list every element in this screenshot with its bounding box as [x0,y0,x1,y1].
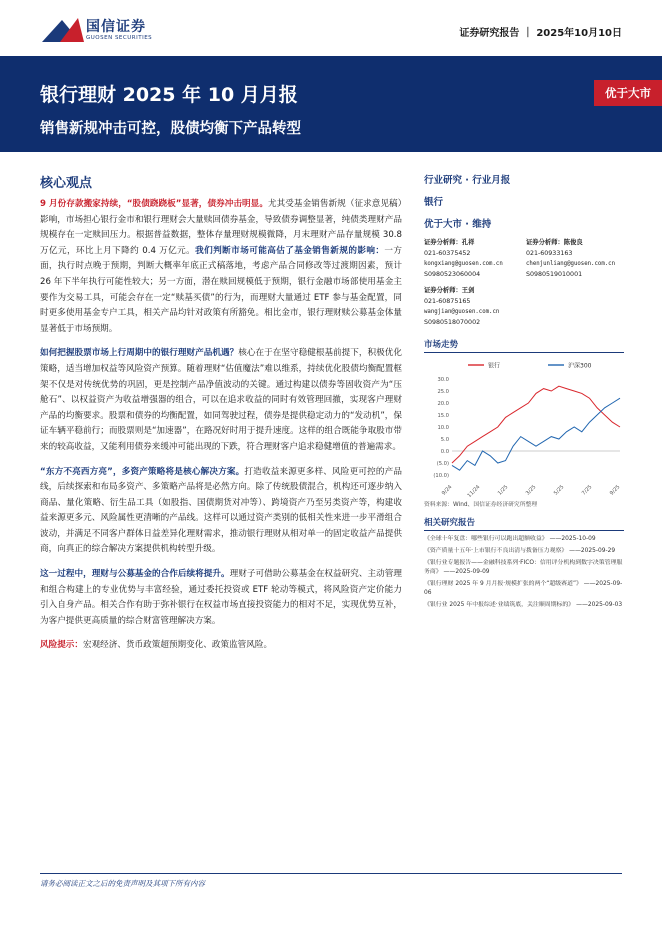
y-tick-label: 15.0 [437,413,449,419]
rating-badge: 优于大市 [594,80,662,106]
paragraph-emphasis: 我们判断市场可能高估了基金销售新规的影响： [195,245,385,256]
analyst-role: 证券分析师： [424,239,462,246]
related-list [424,535,624,610]
y-tick-label: 5.0 [440,437,449,443]
main-content [40,172,402,663]
analyst-name: 陈俊良 [563,239,583,246]
page-header [0,0,662,52]
analyst-cert: S0980518070002 [424,318,481,326]
analyst-list [424,238,624,334]
risk-text: 宏观经济、货币政策超预期变化、政策监管风险。 [82,640,273,651]
x-tick-label: 7/25 [580,484,594,497]
legend-label: 银行 [488,362,501,370]
analyst-cert: S0980523060004 [424,270,481,278]
report-subtitle: 销售新规冲击可控，股债均衡下产品转型 [40,121,301,137]
paragraph-4 [40,567,402,629]
analyst-phone: 021-60933163 [526,249,573,257]
analyst-email[interactable]: chenjunliang@guosen.com.cn [526,261,616,267]
related-report[interactable]: 《银行理财 2025 年 9 月月报·规模扩张的两个“超级赛道”》 ——2025-09-06 [424,581,623,596]
paragraph-lead: 9 月份存款搬家持续，“股债跷跷板”显著，债券冲击明显。 [40,199,268,209]
paragraph-lead: 如何把握股票市场上行周期中的银行理财产品机遇？ [40,348,239,359]
analyst-phone: 021-60375452 [424,249,471,257]
x-tick-label: 5/25 [552,484,566,497]
x-tick-label: 1/25 [496,484,510,497]
paragraph-lead: “东方不亮西方亮”，多资产策略将是核心解决方案。 [40,466,245,477]
related-report[interactable]: 《银行业 2025 年中报综述·业绩筑底，关注顺周期标的》 ——2025-09-03 [424,602,623,608]
paragraph-body: 核心在于在坚守稳健根基前提下，积极优化策略，适当增加权益等风险资产预算。随着理财“估值魔法”难以维系，持续优化股债均衡配置框架不仅是对传统优势的巩固，更是控制产品净值波动的关键。通过构建以债券等固收资产为“压舱石”、以权益资产为收益增强器的组合，可以在追求收益的同时有效管理回撤，实现客户理财产品的均衡要求。股票和债券的均衡配置，如同驾驶过程，债券是提供稳定动力的“发动机”，保证车辆平稳前行；而股票则是“加速器”，在路况好时用于提升速度。这样的组合既能争取股市带来的较高收益，又能利用债券来缓冲可能出现的下跌，符合理财客户追求稳健增值的普遍需求。 [40,348,402,452]
analyst-card [424,238,522,280]
sidebar [424,172,624,613]
market-trend-chart [424,357,624,497]
paragraph-body: 理财子可借助公募基金在权益研究、主动管理和组合构建上的专业优势与丰富经验，通过委托投资或 ETF 轮动等模式，将风险资产定价能力引入自身产品。相关合作有助于弥补银行在权益市场直接投资能力的相对不足，实现优势互补，为客户提供更高质量的综合财富管理解决方案。 [40,569,402,626]
analyst-role: 证券分析师： [424,287,462,294]
report-title: 银行理财 2025 年 10 月月报 [40,84,298,106]
paragraph-1 [40,197,402,337]
related-report[interactable]: 《银行业专题报告——金融科技系列·FICO：信用评分机构到数字决策管理服务商》 ——2025-09-09 [424,560,623,575]
y-tick-label: 0.0 [440,449,449,455]
y-tick-label: 25.0 [437,389,449,395]
y-tick-label: 30.0 [437,377,449,383]
analyst-role: 证券分析师： [526,239,564,246]
paragraph-body: 一方面，执行时点晚于预期，判断大概率年底正式稿落地，考虑产品合同修改等过渡期因素，预计 26 年下半年执行可能性较大；另一方面，潜在赎回规模低于预期，银行金融市场部使用基金主要作为交易工具，可能会存在一定“赎基买债”的行为，而理财大量通过 ETF 参与基金配置，同时更多使用基金专户工具，相关产品均针对政策有所豁免。相比金市，银行理财赎公募基金体量显著低于市场预期。 [40,245,402,334]
analyst-cert: S0980519010001 [526,270,583,278]
sector-label: 银行 [424,197,444,208]
paragraph-body: 打造收益来源更多样、风险更可控的产品线，后续探索和布局多资产、多策略产品将是必然方向。除了传统股债混合，机构还可逐步纳入商品、量化策略、衍生品工具（如股指、国债期货对冲等）、跨境资产乃至另类资产等，构建收益来源更多元、风险属性更清晰的产品线。这样可以通过资产类别的低相关性来进一步平滑组合波动，并满足不同客户群体日益差异化理财需求，推动银行理财从相对单一的固定收益产品提供商，向真正的综合解决方案提供机构转型升级。 [40,466,402,555]
chart-source: 资料来源：Wind、国信证券经济研究所整理 [424,502,538,508]
analyst-name: 王剑 [461,287,475,294]
analyst-email[interactable]: kongxiang@guosen.com.cn [424,261,503,267]
analyst-name: 孔祥 [461,239,475,246]
analyst-phone: 021-60875165 [424,297,471,305]
x-tick-label: 9/25 [608,484,622,497]
risk-warning [40,638,402,654]
company-name: 国信证券 [86,19,146,35]
x-tick-label: 9/24 [440,484,454,497]
industry-label: 行业研究 · 行业月报 [424,175,511,186]
y-tick-label: 10.0 [437,425,449,431]
paragraph-body: 尤其受基金销售新规（征求意见稿）影响，市场担心银行金市和银行理财会大量赎回债券基金，导致债券调整显著，纯债类理财产品规模存在一定赎回压力。根据普益数据，整体存量理财规模微降，月末理财产品存量规模 30.8 万亿元，环比上月下降约 0.4 万亿元。 [40,199,402,256]
analyst-card [526,238,624,280]
footer-disclaimer: 请务必阅读正文之后的免责声明及其项下所有内容 [40,879,205,888]
footer-divider [40,873,622,874]
y-tick-label: 20.0 [437,401,449,407]
related-report[interactable]: 《全球十年复盘：哪些银行可以跑出超额收益》 ——2025-10-09 [424,536,596,542]
series-line-csi300 [452,398,620,470]
paragraph-3 [40,465,402,559]
legend-label: 沪深300 [568,362,592,370]
analyst-card [424,286,522,328]
risk-label: 风险提示： [40,640,83,651]
rating-line: 优于大市 · 维持 [424,219,492,230]
x-tick-label: 11/24 [466,484,482,497]
analyst-email[interactable]: wangjian@guosen.com.cn [424,309,500,315]
section-title: 核心观点 [40,176,93,191]
related-report[interactable]: 《资产质量十五年·上市银行不良出清与拨备压力观察》 ——2025-09-29 [424,548,616,554]
trend-title: 市场走势 [424,338,624,353]
series-line-bank [452,386,620,463]
y-tick-label: (10.0) [433,473,449,479]
x-tick-label: 3/25 [524,484,538,497]
chart-svg [424,357,624,497]
paragraph-lead: 这一过程中，理财与公募基金的合作后续将提升。 [40,569,230,580]
paragraph-2 [40,346,402,455]
company-name-en: GUOSEN SECURITIES [86,35,153,41]
report-type-date: 证券研究报告 ｜ 2025年10月10日 [459,28,622,39]
y-tick-label: (5.0) [436,461,449,467]
related-title: 相关研究报告 [424,516,624,531]
